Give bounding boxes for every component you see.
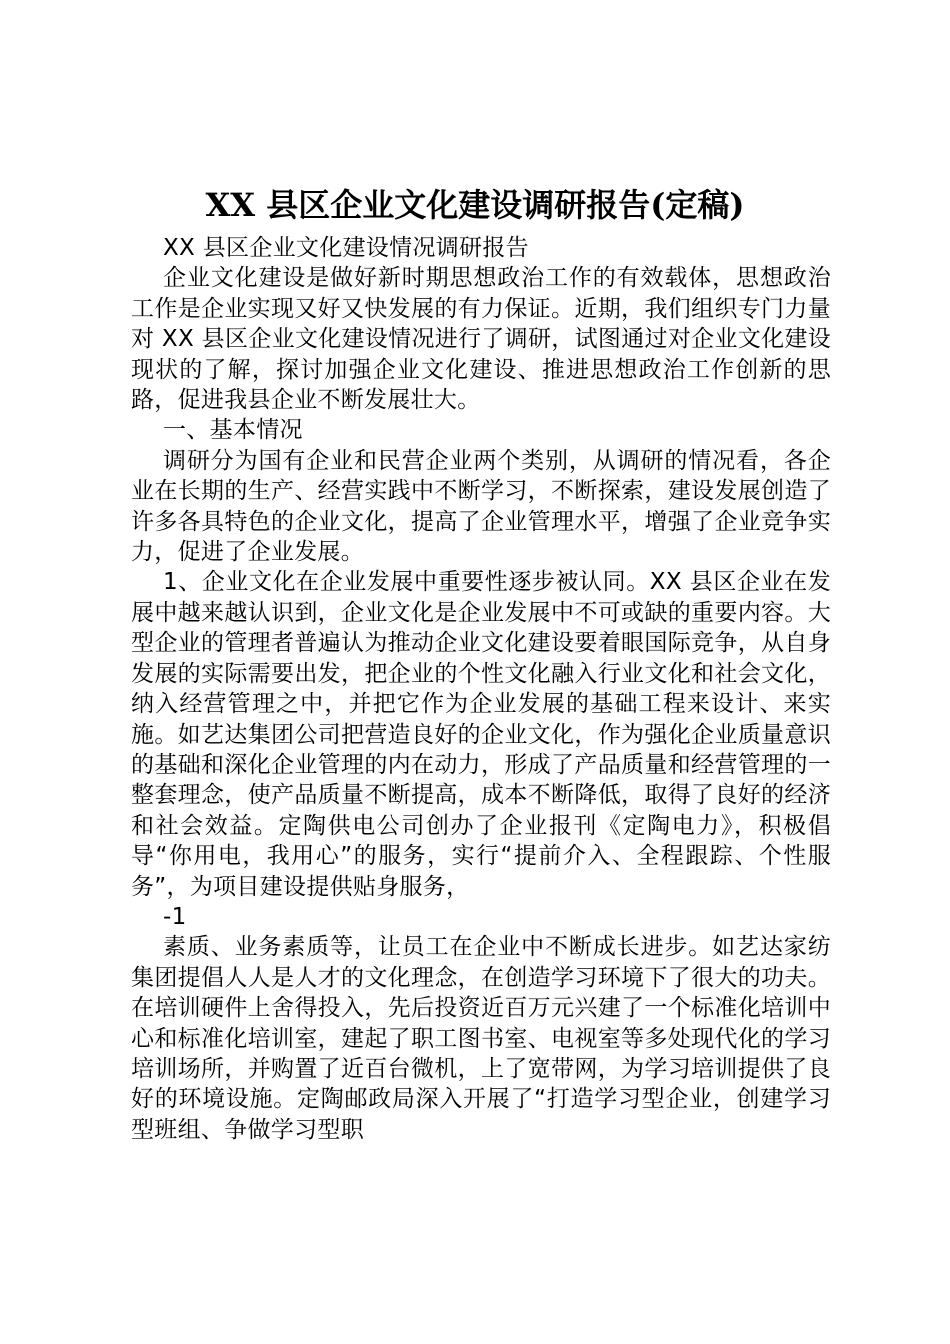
page-number: -1 <box>163 903 187 930</box>
document-body <box>131 233 831 1145</box>
body-paragraph: 1、企业文化在企业发展中重要性逐步被认同。XX 县区企业在发展中越来越认识到，企业文化是企业发展中不可或缺的重要内容。大型企业的管理者普遍认为推动企业文化建设要着眼国际竞争，从自身发展的实际需要出发，把企业的个性文化融入行业文化和社会文化，纳入经营管理之中，并把它作为企业发展的基础工程来设计、来实施。如艺达集团公司把营造良好的企业文化，作为强化企业质量意识的基础和深化企业管理的内在动力，形成了产品质量和经营管理的一整套理念，使产品质量不断提高，成本不断降低，取得了良好的经济和社会效益。定陶供电公司创办了企业报刊《定陶电力》，积极倡导“你用电，我用心”的服务，实行“提前介入、全程跟踪、个性服务”，为项目建设提供贴身服务， <box>131 569 831 900</box>
subtitle-paragraph: XX 县区企业文化建设情况调研报告 <box>163 235 529 261</box>
body-paragraph: 素质、业务素质等，让员工在企业中不断成长进步。如艺达家纺集团提倡人人是人才的文化理念，在创造学习环境下了很大的功夫。在培训硬件上舍得投入，先后投资近百万元兴建了一个标准化培训中心和标准化培训室，建起了职工图书室、电视室等多处现代化的学习培训场所，并购置了近百台微机，上了宽带网，为学习培训提供了良好的环境设施。定陶邮政局深入开展了“打造学习型企业，创建学习型班组、争做学习型职 <box>131 934 831 1143</box>
body-paragraph: 调研分为国有企业和民营企业两个类别，从调研的情况看，各企业在长期的生产、经营实践中不断学习，不断探索，建设发展创造了许多各具特色的企业文化，提高了企业管理水平，增强了企业竞争实力，促进了企业发展。 <box>131 447 831 566</box>
section-heading: 一、基本情况 <box>163 417 303 444</box>
document-title: XX 县区企业文化建设调研报告(定稿) <box>205 186 745 224</box>
intro-paragraph: 企业文化建设是做好新时期思想政治工作的有效载体，思想政治工作是企业实现又好又快发展的有力保证。近期，我们组织专门力量对 XX 县区企业文化建设情况进行了调研，试图通过对企业文化建设现状的了解，探讨加强企业文化建设、推进思想政治工作创新的思路，促进我县企业不断发展壮大。 <box>131 265 831 414</box>
